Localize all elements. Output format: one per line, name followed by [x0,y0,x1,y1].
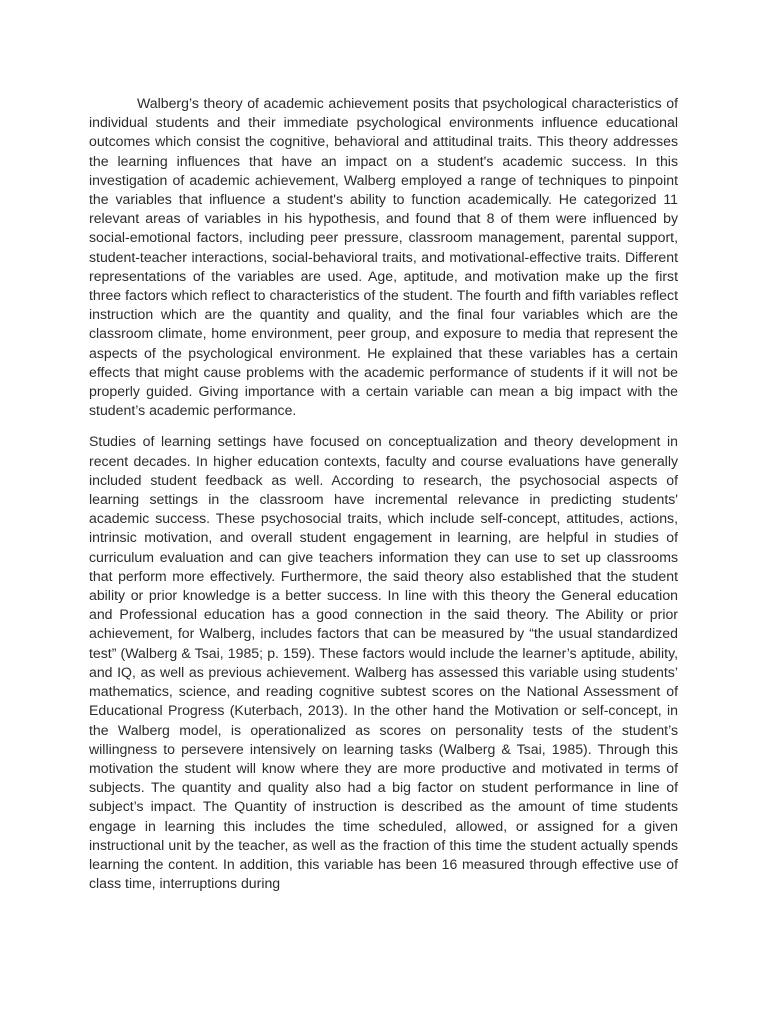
document-body [89,94,678,893]
paragraph-learning-settings: Studies of learning settings have focused on conceptualization and theory development in recent decades. In higher education contexts, faculty and course evaluations have generally included student feedback as well. According to research, the psychosocial aspects of learning settings in the classroom have incremental relevance in predicting students' academic success. These psychosocial traits, which include self-concept, attitudes, actions, intrinsic motivation, and overall student engagement in learning, are helpful in studies of curriculum evaluation and can give teachers information they can use to set up classrooms that perform more effectively. Furthermore, the said theory also established that the student ability or prior knowledge is a better success. In line with this theory the General education and Professional education has a good connection in the said theory. The Ability or prior achievement, for Walberg, includes factors that can be measured by “the usual standardized test” (Walberg & Tsai, 1985; p. 159). These factors would include the learner’s aptitude, ability, and IQ, as well as previous achievement. Walberg has assessed this variable using students’ mathematics, science, and reading cognitive subtest scores on the National Assessment of Educational Progress (Kuterbach, 2013). In the other hand the Motivation or self-concept, in the Walberg model, is operationalized as scores on personality tests of the student’s willingness to persevere intensively on learning tasks (Walberg & Tsai, 1985). Through this motivation the student will know where they are more productive and motivated in terms of subjects. The quantity and quality also had a big factor on student performance in line of subject’s impact. The Quantity of instruction is described as the amount of time students engage in learning this includes the time scheduled, allowed, or assigned for a given instructional unit by the teacher, as well as the fraction of this time the student actually spends learning the content. In addition, this variable has been 16 measured through effective use of class time, interruptions during [89,433,678,892]
paragraph-walberg-theory: Walberg’s theory of academic achievement posits that psychological characteristics of individual students and their immediate psychological environments influence educational outcomes which consist the cognitive, behavioral and attitudinal traits. This theory addresses the learning influences that have an impact on a student's academic success. In this investigation of academic achievement, Walberg employed a range of techniques to pinpoint the variables that influence a student's ability to function academically. He categorized 11 relevant areas of variables in his hypothesis, and found that 8 of them were influenced by social-emotional factors, including peer pressure, classroom management, parental support, student-teacher interactions, social-behavioral traits, and motivational-effective traits. Different representations of the variables are used. Age, aptitude, and motivation make up the first three factors which reflect to characteristics of the student. The fourth and fifth variables reflect instruction which are the quantity and quality, and the final four variables which are the classroom climate, home environment, peer group, and exposure to media that represent the aspects of the psychological environment. He explained that these variables has a certain effects that might cause problems with the academic performance of students if it will not be properly guided. Giving importance with a certain variable can mean a big impact with the student’s academic performance. [89,95,678,419]
